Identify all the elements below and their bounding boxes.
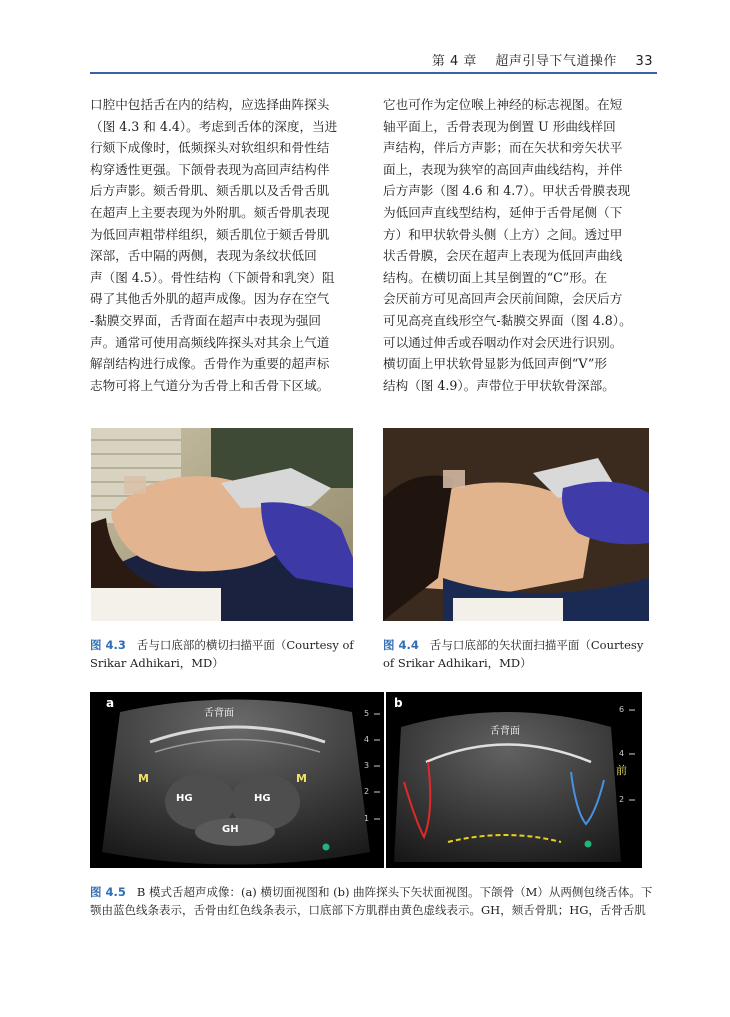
text-line: 轴平面上，舌骨表现为倒置 U 形曲线样回 xyxy=(383,118,616,134)
text-line: 可见高亮直线形空气-黏膜交界面（图 4.8）。 xyxy=(383,312,632,328)
depth-tick: 3 xyxy=(364,761,370,770)
depth-tick: 4 xyxy=(364,735,370,744)
text-line: 后方声影（图 4.6 和 4.7）。甲状舌骨膜表现 xyxy=(383,183,631,199)
caption-text: 舌与口底部的横切扫描平面（Courtesy of Srikar Adhikari，MD） xyxy=(90,638,354,670)
text-line: 会厌前方可见高回声会厌前间隙，会厌后方 xyxy=(383,291,623,307)
mandible-label-right: M xyxy=(296,772,307,785)
figure-4-3-photo xyxy=(91,428,353,621)
ultrasound-panel-b xyxy=(386,692,642,868)
text-line: 构穿透性更强。下颌骨表现为高回声结构伴 xyxy=(90,161,330,177)
depth-tick: 2 xyxy=(364,787,370,796)
figure-4-3-illustration xyxy=(91,428,353,621)
depth-tick: 2 xyxy=(619,795,625,804)
left-column xyxy=(90,94,359,396)
depth-tick: 5 xyxy=(364,709,370,718)
text-line: 结构（图 4.9）。声带位于甲状软骨深部。 xyxy=(383,377,615,393)
ultrasound-panel-a xyxy=(90,692,384,868)
figure-4-3-caption xyxy=(90,636,360,672)
geniohyoid-label: GH xyxy=(222,824,239,835)
chapter-title: 超声引导下气道操作 xyxy=(495,54,617,69)
figure-4-4-caption xyxy=(383,636,658,672)
page-number: 33 xyxy=(635,54,653,69)
text-line: 可以通过伸舌或吞咽动作对会厌进行识别。 xyxy=(383,334,623,350)
figure-4-4-illustration xyxy=(383,428,649,621)
ultrasound-b-image xyxy=(386,692,642,868)
text-line: 声结构，伴后方声影；而在矢状和旁矢状平 xyxy=(383,140,623,156)
ultrasound-a-image xyxy=(90,692,384,868)
text-line: 在超声上主要表现为外附肌。颏舌骨肌表现 xyxy=(90,204,330,220)
text-line: 口腔中包括舌在内的结构，应选择曲阵探头 xyxy=(90,97,330,112)
text-line: 声。通常可使用高频线阵探头对其余上气道 xyxy=(90,334,330,350)
text-line: 碍了其他舌外肌的超声成像。因为存在空气 xyxy=(90,291,330,307)
text-line: 深部，舌中隔的两侧，表现为条纹状低回 xyxy=(90,248,317,264)
text-line: 为低回声直线型结构，延伸于舌骨尾侧（下 xyxy=(383,204,623,220)
header-rule xyxy=(90,72,657,74)
tongue-dorsum-label: 舌背面 xyxy=(204,708,234,719)
text-line: 行颏下成像时，低频探头对软组织和骨性结 xyxy=(90,140,330,156)
depth-tick: 4 xyxy=(619,749,625,758)
text-line: 声（图 4.5）。骨性结构（下颌骨和乳突）阻 xyxy=(90,269,335,285)
text-line: 后方声影。颏舌骨肌、颏舌肌以及舌骨舌肌 xyxy=(90,183,330,199)
anterior-label: 前 xyxy=(616,764,627,777)
text-line: 面上，表现为狭窄的高回声曲线结构，并伴 xyxy=(383,161,623,177)
text-line: 解剖结构进行成像。舌骨作为重要的超声标 xyxy=(90,356,330,372)
panel-label-b: b xyxy=(394,696,403,710)
text-line: 为低回声粗带样组织，颏舌肌位于颏舌骨肌 xyxy=(90,226,330,242)
figure-label: 图 4.5 xyxy=(90,885,126,899)
figure-4-5-caption xyxy=(90,883,660,919)
text-line: 它也可作为定位喉上神经的标志视图。在短 xyxy=(383,97,623,112)
hyoglossus-label-right: HG xyxy=(254,793,271,804)
chapter-number: 第 4 章 xyxy=(431,54,477,69)
caption-text: 舌与口底部的矢状面扫描平面（Courtesy of Srikar Adhikari，MD） xyxy=(383,638,644,670)
text-line: 状舌骨膜，会厌在超声上表现为低回声曲线 xyxy=(383,248,623,264)
figure-label: 图 4.3 xyxy=(90,638,126,652)
text-line: 方）和甲状软骨头侧（上方）之间。透过甲 xyxy=(383,226,623,242)
right-column xyxy=(383,94,652,396)
header-text xyxy=(432,50,653,69)
depth-tick: 6 xyxy=(619,705,625,714)
tongue-dorsum-label: 舌背面 xyxy=(490,726,520,737)
hyoglossus-label-left: HG xyxy=(176,793,193,804)
text-line: -黏膜交界面，舌背面在超声中表现为强回 xyxy=(90,312,321,328)
depth-tick: 1 xyxy=(364,814,370,823)
text-line: 结构。在横切面上其呈倒置的“C”形。在 xyxy=(383,269,608,285)
text-line: 志物可将上气道分为舌骨上和舌骨下区域。 xyxy=(90,377,330,393)
caption-text: B 模式舌超声成像：(a) 横切面视图和 (b) 曲阵探头下矢状面视图。下颌骨（M）从两侧包绕舌体。下颚由蓝色线条表示，舌骨由红色线条表示，口底部下方肌群由黄色虚线表示。GH，颏舌骨肌；HG，舌骨舌肌 xyxy=(90,885,653,917)
text-line: （图 4.3 和 4.4）。考虑到舌体的深度，当进 xyxy=(90,118,338,134)
figure-4-4-photo xyxy=(383,428,649,621)
mandible-label-left: M xyxy=(138,772,149,785)
panel-label-a: a xyxy=(106,696,115,710)
page-header xyxy=(90,46,657,70)
text-line: 横切面上甲状软骨显影为低回声倒“V”形 xyxy=(383,356,607,372)
figure-label: 图 4.4 xyxy=(383,638,419,652)
